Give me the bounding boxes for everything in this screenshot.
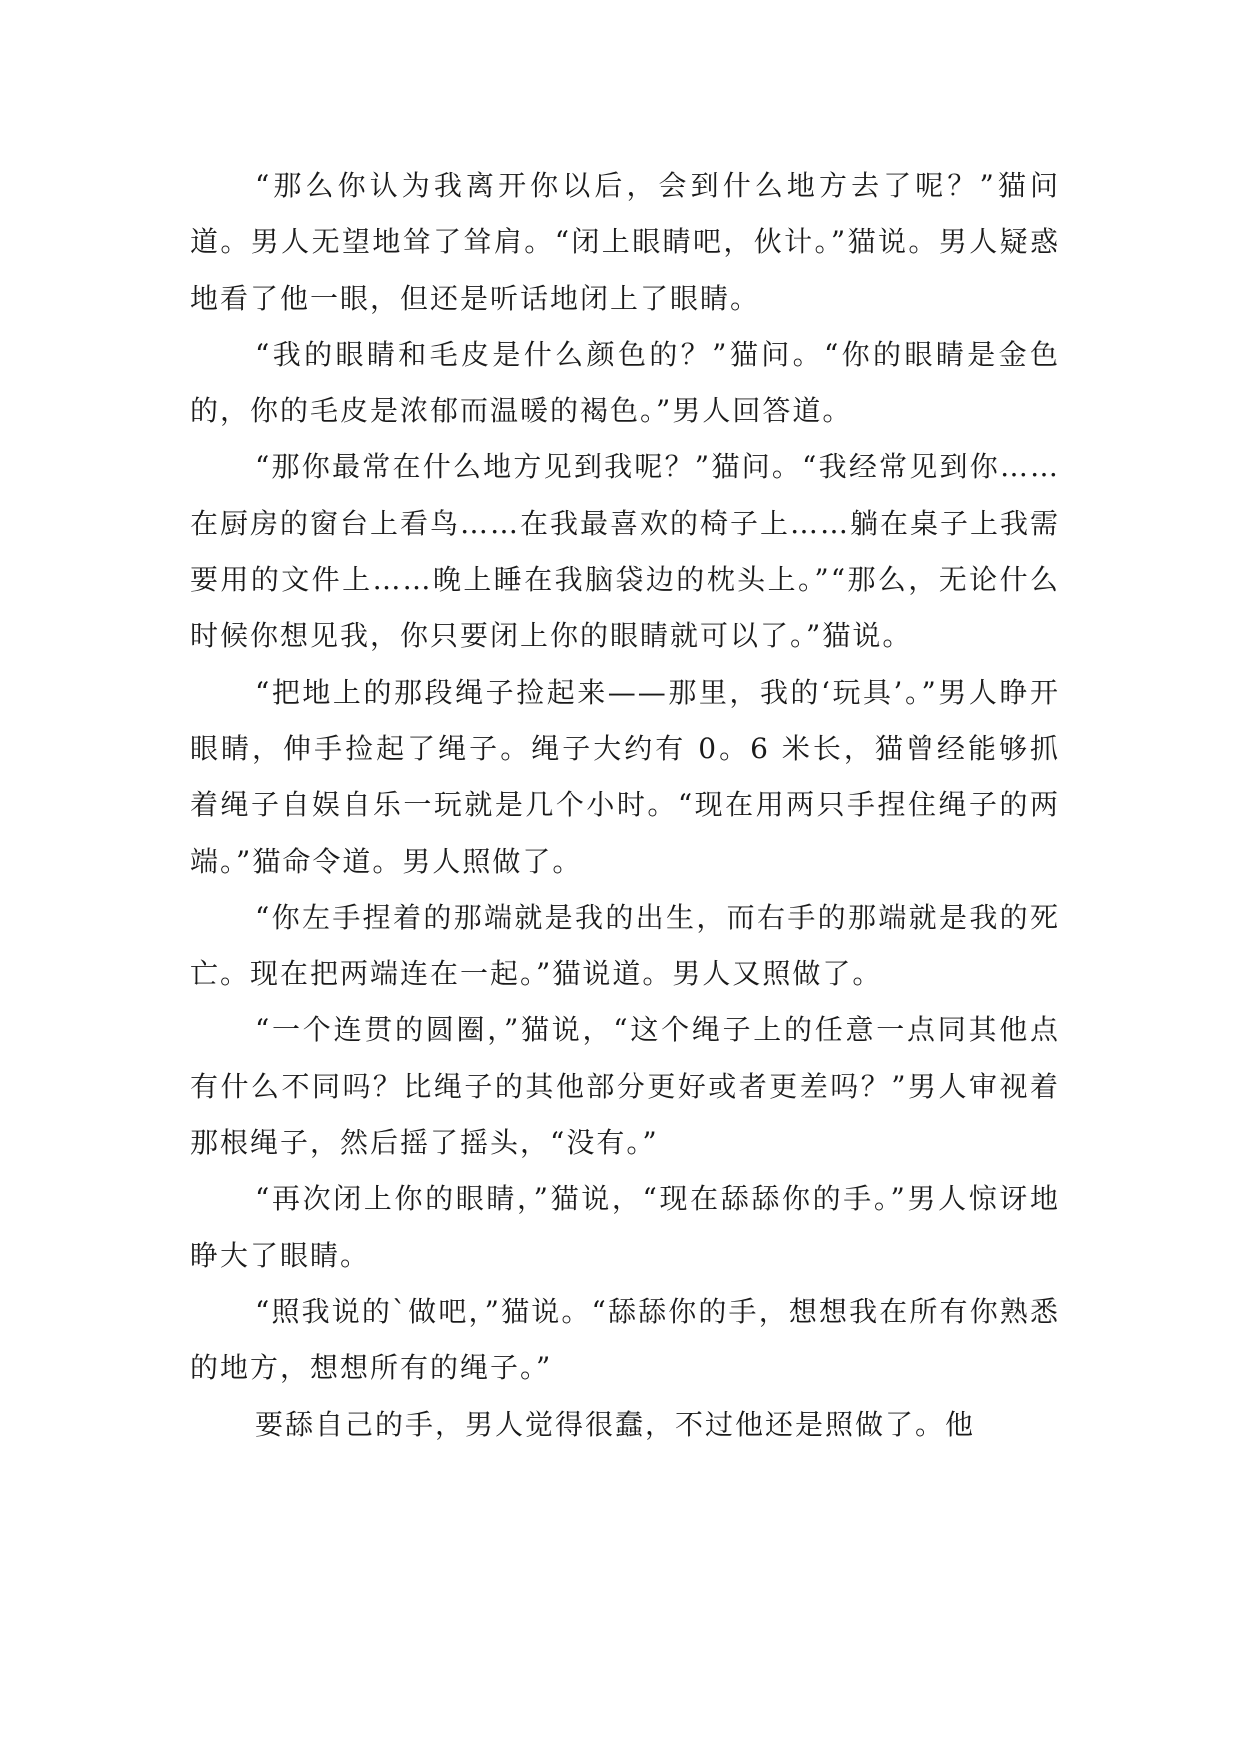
paragraph: 要舔自己的手，男人觉得很蠢，不过他还是照做了。他 (255, 1407, 976, 1441)
paragraph: “把地上的那段绳子捡起来——那里，我的‘玩具’。”男人睁开眼睛，伸手捡起了绳子。绳子大约有 0。6 米长，猫曾经能够抓着绳子自娱自乐一玩就是几个小时。“现在用两只手捏住绳子的两端。”猫命令道。男人照做了。 (190, 675, 1060, 878)
paragraph: “照我说的`做吧，”猫说。“舔舔你的手，想想我在所有你熟悉的地方，想想所有的绳子。” (190, 1294, 1060, 1385)
paragraph: “一个连贯的圆圈，”猫说，“这个绳子上的任意一点同其他点有什么不同吗？比绳子的其他部分更好或者更差吗？”男人审视着那根绳子，然后摇了摇头，“没有。” (190, 1013, 1060, 1160)
paragraph: “那你最常在什么地方见到我呢？”猫问。“我经常见到你……在厨房的窗台上看鸟……在我最喜欢的椅子上……躺在桌子上我需要用的文件上……晚上睡在我脑袋边的枕头上。”“那么，无论什么时候你想见我，你只要闭上你的眼睛就可以了。”猫说。 (190, 450, 1061, 653)
paragraph: “再次闭上你的眼睛，”猫说，“现在舔舔你的手。”男人惊讶地睁大了眼睛。 (190, 1182, 1060, 1272)
paragraph: “那么你认为我离开你以后，会到什么地方去了呢？”猫问道。男人无望地耸了耸肩。“闭上眼睛吧，伙计。”猫说。男人疑惑地看了他一眼，但还是听话地闭上了眼睛。 (190, 169, 1060, 315)
paragraph: “我的眼睛和毛皮是什么颜色的？”猫问。“你的眼睛是金色的，你的毛皮是浓郁而温暖的褐色。”男人回答道。 (190, 337, 1060, 428)
paragraph: “你左手捏着的那端就是我的出生，而右手的那端就是我的死亡。现在把两端连在一起。”猫说道。男人又照做了。 (190, 900, 1060, 991)
body-text (190, 158, 1060, 1453)
